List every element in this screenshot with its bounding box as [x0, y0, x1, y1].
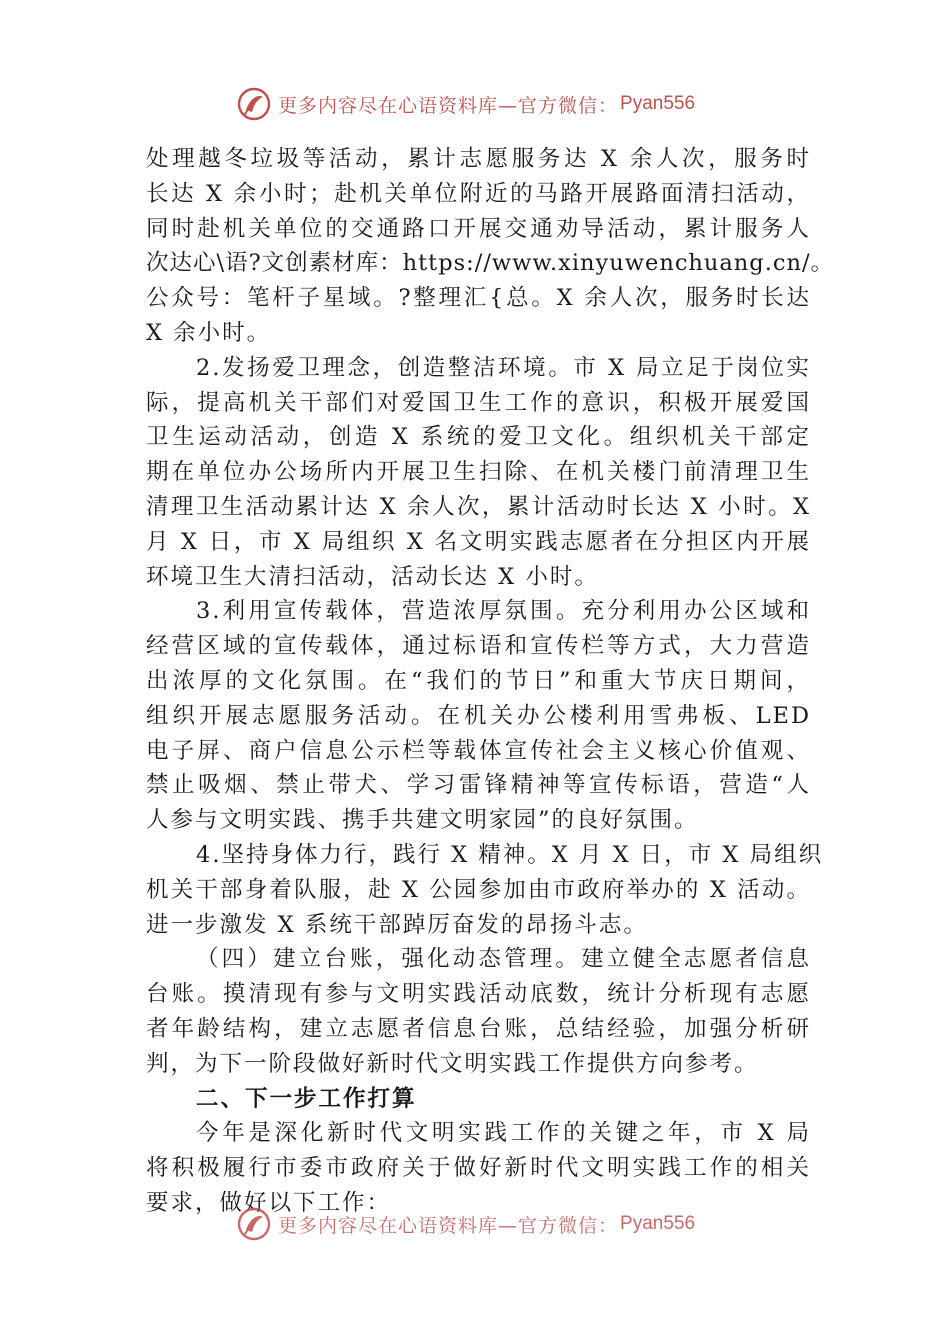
- text-line: 清理卫生活动累计达 X 余人次，累计活动时长达 X 小时。X: [146, 493, 811, 520]
- text-line: 者年龄结构，建立志愿者信息台账，总结经验，加强分析研: [146, 1015, 811, 1042]
- watermark-header: [236, 84, 695, 124]
- text-line: 判，为下一阶段做好新时代文明实践工作提供方向参考。: [146, 1050, 759, 1077]
- text-line: 际，提高机关干部们对爱国卫生工作的意识，积极开展爱国: [146, 389, 811, 416]
- text-line: 电子屏、商户信息公示栏等载体宣传社会主义核心价值观、: [146, 737, 811, 764]
- text-line: 组织开展志愿服务活动。在机关办公楼利用雪弗板、LED: [146, 702, 811, 729]
- text-line: 出浓厚的文化氛围。在“我们的节日”和重大节庆日期间，: [146, 667, 811, 694]
- section-heading: 二、下一步工作打算: [196, 1085, 417, 1112]
- logo-icon: [236, 86, 272, 122]
- text-line: 人参与文明实践、携手共建文明家园”的良好氛围。: [146, 807, 699, 834]
- watermark-wechat-id: Pyan556: [620, 1213, 696, 1234]
- text-line: X 余小时。: [146, 319, 272, 346]
- text-line: 期在单位办公场所内开展卫生扫除、在机关楼门前清理卫生: [146, 459, 811, 486]
- text-line: 台账。摸清现有参与文明实践活动底数，统计分析现有志愿: [146, 981, 811, 1008]
- text-line: 环境卫生大清扫活动，活动长达 X 小时。: [146, 563, 599, 590]
- text-line: 将积极履行市委市政府关于做好新时代文明实践工作的相关: [146, 1155, 811, 1182]
- text-line: 长达 X 余小时；赴机关单位附近的马路开展路面清扫活动，: [146, 180, 811, 207]
- text-line: 卫生运动活动，创造 X 系统的爱卫文化。组织机关干部定: [146, 424, 811, 451]
- watermark-text: 更多内容尽在心语资料库—官方微信：: [278, 1214, 619, 1237]
- text-line: 2.发扬爱卫理念，创造整洁环境。市 X 局立足于岗位实: [196, 354, 811, 381]
- text-line: 机关干部身着队服，赴 X 公园参加由市政府举办的 X 活动。: [146, 876, 811, 903]
- watermark-footer: [236, 1204, 695, 1244]
- text-line: 4.坚持身体力行，践行 X 精神。X 月 X 日，市 X 局组织: [196, 841, 824, 868]
- document-body: [146, 142, 835, 1221]
- text-line: 禁止吸烟、禁止带犬、学习雷锋精神等宣传标语，营造“人: [146, 772, 811, 799]
- text-line: 进一步激发 X 系统干部踔厉奋发的昂扬斗志。: [146, 911, 648, 938]
- text-line: 3.利用宣传载体，营造浓厚氛围。充分利用办公区域和: [196, 598, 811, 625]
- text-line: 要求，做好以下工作：: [146, 1189, 392, 1216]
- text-line: 月 X 日，市 X 局组织 X 名文明实践志愿者在分担区内开展: [146, 528, 811, 555]
- text-line: 同时赴机关单位的交通路口开展交通劝导活动，累计服务人: [146, 215, 811, 242]
- watermark-text: 更多内容尽在心语资料库—官方微信：: [278, 94, 619, 117]
- watermark-wechat-id: Pyan556: [620, 93, 696, 114]
- logo-icon: [236, 1206, 272, 1242]
- text-line: 今年是深化新时代文明实践工作的关键之年，市 X 局: [196, 1120, 811, 1147]
- text-line: 处理越冬垃圾等活动，累计志愿服务达 X 余人次，服务时: [146, 146, 811, 172]
- text-line: 次达心\语?文创素材库：https://www.xinyuwenchuang.cn/。: [146, 250, 835, 277]
- text-line: 经营区域的宣传载体，通过标语和宣传栏等方式，大力营造: [146, 633, 811, 660]
- text-line: 公众号：笔杆子星域。?整理汇{总。X 余人次，服务时长达: [146, 285, 811, 312]
- text-line: （四）建立台账，强化动态管理。建立健全志愿者信息: [196, 946, 811, 973]
